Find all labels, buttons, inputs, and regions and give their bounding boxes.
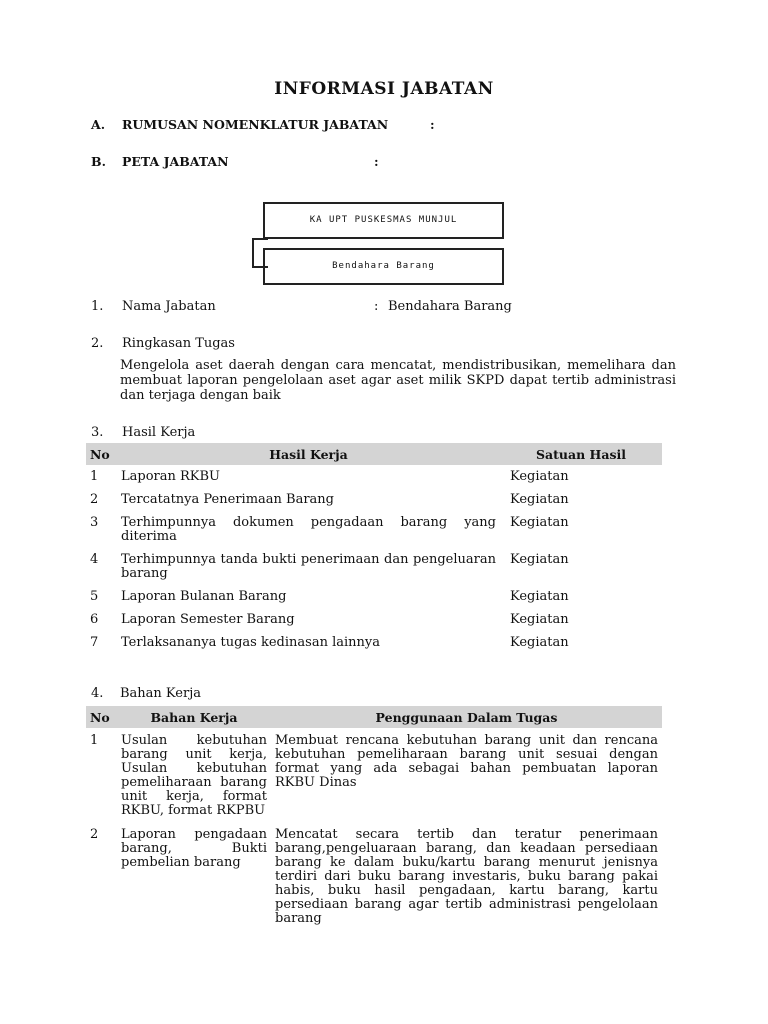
item2-number: 2.: [91, 336, 104, 351]
page-title: INFORMASI JABATAN: [274, 79, 494, 99]
section-b-label: PETA JABATAN: [122, 154, 229, 169]
col-header-no: No: [86, 443, 117, 465]
item2-summary: Mengelola aset daerah dengan cara mencatat, mendistribusikan, memelihara dan membuat laporan pengelolaan aset agar aset milik SKPD dapat tertib administrasi dan terjaga dengan baik: [120, 358, 676, 403]
table-row: [86, 465, 662, 488]
cell-satuan: Kegiatan: [510, 612, 569, 627]
cell-no: 2: [90, 827, 99, 842]
cell-no: 7: [90, 635, 99, 650]
cell-no: 2: [90, 492, 99, 507]
table-row: [86, 631, 662, 654]
cell-hasil: Laporan Semester Barang: [121, 612, 295, 627]
table-row: [86, 488, 662, 511]
cell-hasil: Terhimpunnya dokumen pengadaan barang yang diterima: [121, 515, 496, 544]
item1-number: 1.: [91, 299, 104, 314]
org-box-sub: Bendahara Barang: [263, 248, 504, 285]
table-header-row: [86, 706, 662, 728]
section-a-colon: :: [430, 117, 435, 132]
cell-no: 4: [90, 552, 99, 567]
cell-satuan: Kegiatan: [510, 469, 569, 484]
item1-label: Nama Jabatan: [122, 299, 216, 314]
item4-label: Bahan Kerja: [120, 686, 201, 701]
section-a-label: RUMUSAN NOMENKLATUR JABATAN: [122, 117, 389, 132]
item2-label: Ringkasan Tugas: [122, 336, 235, 351]
table-row: [86, 728, 662, 828]
table-header-row: [86, 443, 662, 465]
cell-penggunaan: Membuat rencana kebutuhan barang unit dan rencana kebutuhan pemeliharaan barang unit sesuai dengan format yang ada sebagai bahan pembuatan laporan RKBU Dinas: [275, 733, 658, 790]
table-row: [86, 511, 662, 548]
item4-number: 4.: [91, 686, 104, 701]
section-b-colon: :: [374, 154, 379, 169]
cell-satuan: Kegiatan: [510, 552, 569, 567]
hasil-kerja-table: [86, 443, 662, 654]
section-a-letter: A.: [91, 117, 106, 132]
cell-no: 3: [90, 515, 99, 530]
section-b-letter: B.: [91, 154, 106, 169]
cell-satuan: Kegiatan: [510, 589, 569, 604]
bahan-kerja-table: [86, 706, 662, 926]
cell-hasil: Tercatatnya Penerimaan Barang: [121, 492, 334, 507]
cell-penggunaan: Mencatat secara tertib dan teratur penerimaan barang,pengeluaraan barang, dan keadaan persediaan barang ke dalam buku/kartu barang menurut jenisnya terdiri dari buku barang investaris, buku barang pakai habis, buku hasil pengadaan, kartu barang, kartu persediaan barang agar tertib administrasi pengelolaan barang: [275, 827, 658, 926]
table-row: [86, 585, 662, 608]
cell-no: 1: [90, 469, 99, 484]
table-row: [86, 548, 662, 585]
col-header-bahan: Bahan Kerja: [117, 706, 271, 728]
cell-hasil: Terlaksananya tugas kedinasan lainnya: [121, 635, 380, 650]
col-header-no: No: [86, 706, 117, 728]
cell-satuan: Kegiatan: [510, 515, 569, 530]
col-header-penggunaan: Penggunaan Dalam Tugas: [271, 706, 662, 728]
table-row: [86, 608, 662, 631]
org-box-head: KA UPT PUSKESMAS MUNJUL: [263, 202, 504, 239]
cell-bahan: Usulan kebutuhan barang unit kerja, Usulan kebutuhan pemeliharaan barang unit kerja, format RKBU, format RKPBU: [121, 733, 267, 818]
cell-hasil: Terhimpunnya tanda bukti penerimaan dan pengeluaran barang: [121, 552, 496, 581]
item3-label: Hasil Kerja: [122, 425, 196, 440]
item3-number: 3.: [91, 425, 104, 440]
item1-colon: :: [374, 299, 379, 314]
cell-no: 5: [90, 589, 99, 604]
cell-hasil: Laporan Bulanan Barang: [121, 589, 287, 604]
table-row: [86, 828, 662, 926]
cell-bahan: Laporan pengadaan barang, Bukti pembelian barang: [121, 827, 267, 870]
cell-satuan: Kegiatan: [510, 635, 569, 650]
item1-value: Bendahara Barang: [388, 299, 512, 314]
cell-no: 1: [90, 733, 99, 748]
cell-hasil: Laporan RKBU: [121, 469, 221, 484]
cell-satuan: Kegiatan: [510, 492, 569, 507]
col-header-hasil: Hasil Kerja: [117, 443, 500, 465]
col-header-satuan: Satuan Hasil: [500, 443, 662, 465]
cell-no: 6: [90, 612, 99, 627]
